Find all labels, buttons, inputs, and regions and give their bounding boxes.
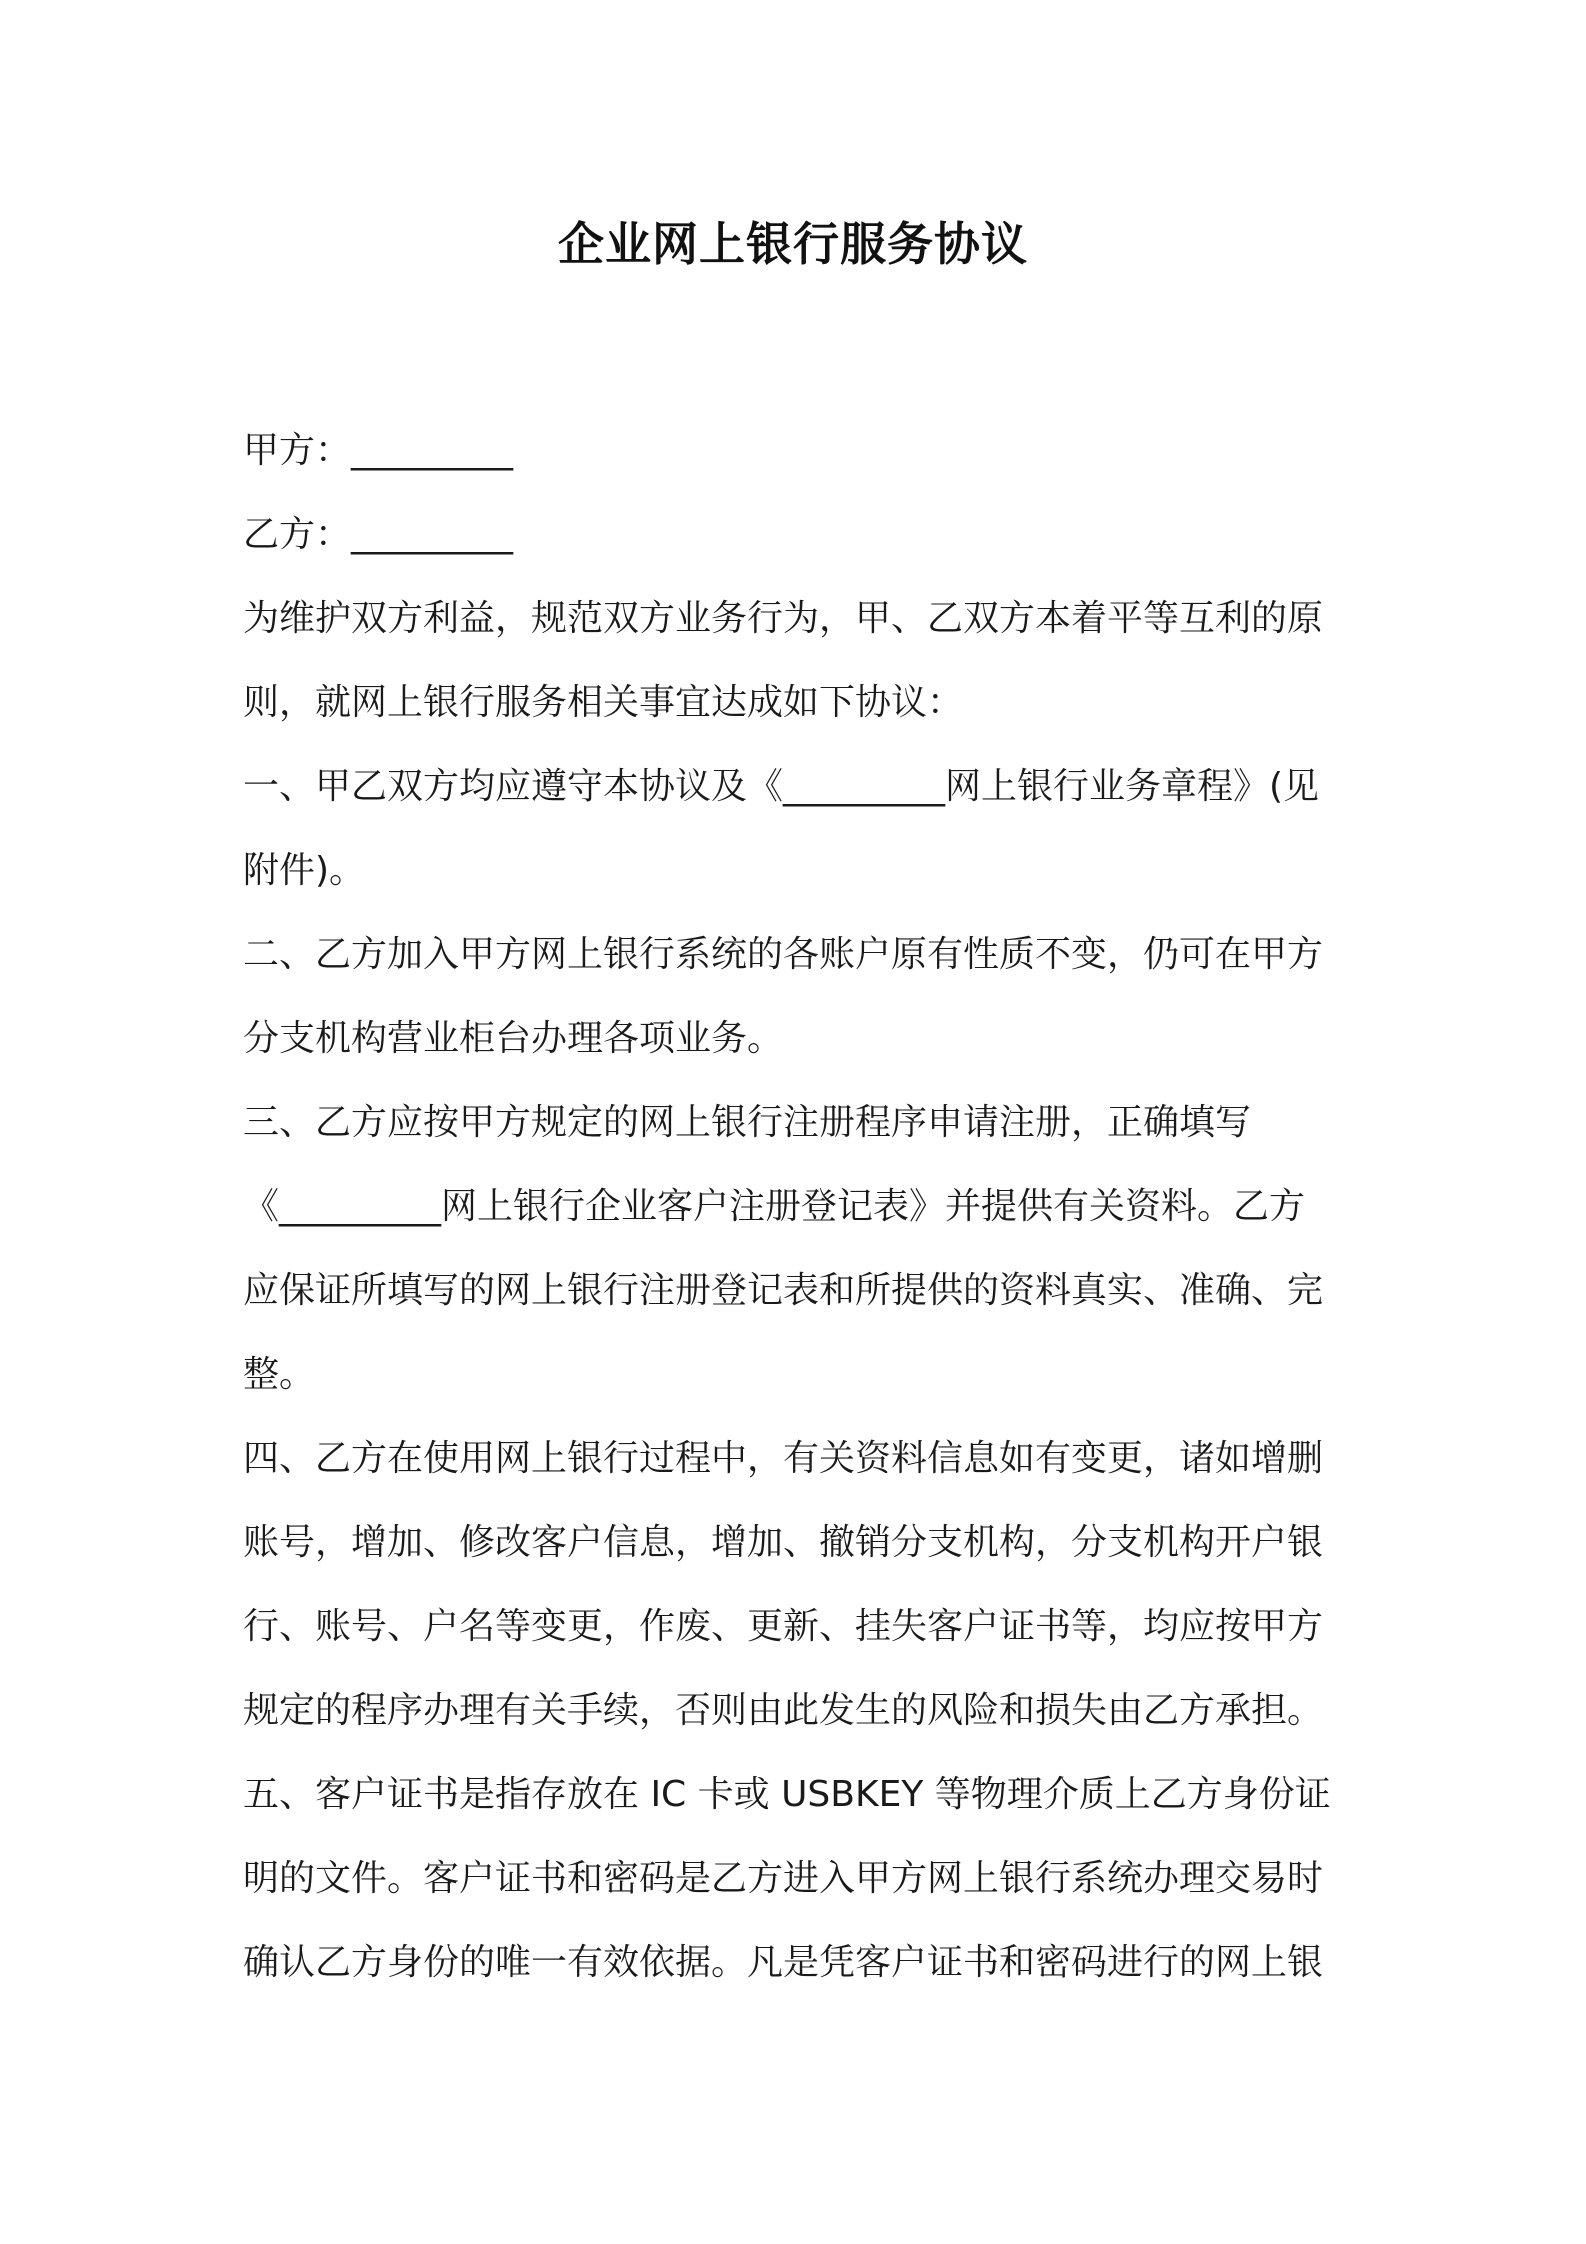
clause-2-line: 二、乙方加入甲方网上银行系统的各账户原有性质不变，仍可在甲方 [243, 934, 1324, 975]
clause-3-line: 应保证所填写的网上银行注册登记表和所提供的资料真实、准确、完 [243, 1270, 1324, 1311]
clause-2-line: 分支机构营业柜台办理各项业务。 [243, 1018, 784, 1059]
preamble-line: 为维护双方利益，规范双方业务行为，甲、乙双方本着平等互利的原 [243, 598, 1324, 639]
clause-5-line: 五、客户证书是指存放在 IC 卡或 USBKEY 等物理介质上乙方身份证 [243, 1774, 1331, 1815]
clause-3-line: 整。 [243, 1354, 316, 1395]
clause-1-line: 附件)。 [243, 850, 366, 891]
clause-4-line: 账号，增加、修改客户信息，增加、撤销分支机构，分支机构开户银 [243, 1522, 1324, 1563]
document-title: 企业网上银行服务协议 [558, 217, 1028, 271]
clause-5-line: 确认乙方身份的唯一有效依据。凡是凭客户证书和密码进行的网上银 [243, 1942, 1324, 1983]
party-b-line: 乙方：_________ [243, 514, 514, 555]
clause-4-line: 规定的程序办理有关手续，否则由此发生的风险和损失由乙方承担。 [243, 1690, 1324, 1731]
clause-3-line: 三、乙方应按甲方规定的网上银行注册程序申请注册，正确填写 [243, 1102, 1252, 1143]
preamble-line: 则，就网上银行服务相关事宜达成如下协议： [243, 682, 964, 723]
clause-1-line: 一、甲乙双方均应遵守本协议及《_________网上银行业务章程》(见 [243, 766, 1320, 807]
document-body [243, 409, 1353, 2005]
clause-4-line: 行、账号、户名等变更，作废、更新、挂失客户证书等，均应按甲方 [243, 1606, 1324, 1647]
clause-5-line: 明的文件。客户证书和密码是乙方进入甲方网上银行系统办理交易时 [243, 1858, 1324, 1899]
party-a-line: 甲方：_________ [243, 430, 514, 471]
clause-4-line: 四、乙方在使用网上银行过程中，有关资料信息如有变更，诸如增删 [243, 1438, 1324, 1479]
clause-3-line: 《_________网上银行企业客户注册登记表》并提供有关资料。乙方 [243, 1186, 1306, 1227]
